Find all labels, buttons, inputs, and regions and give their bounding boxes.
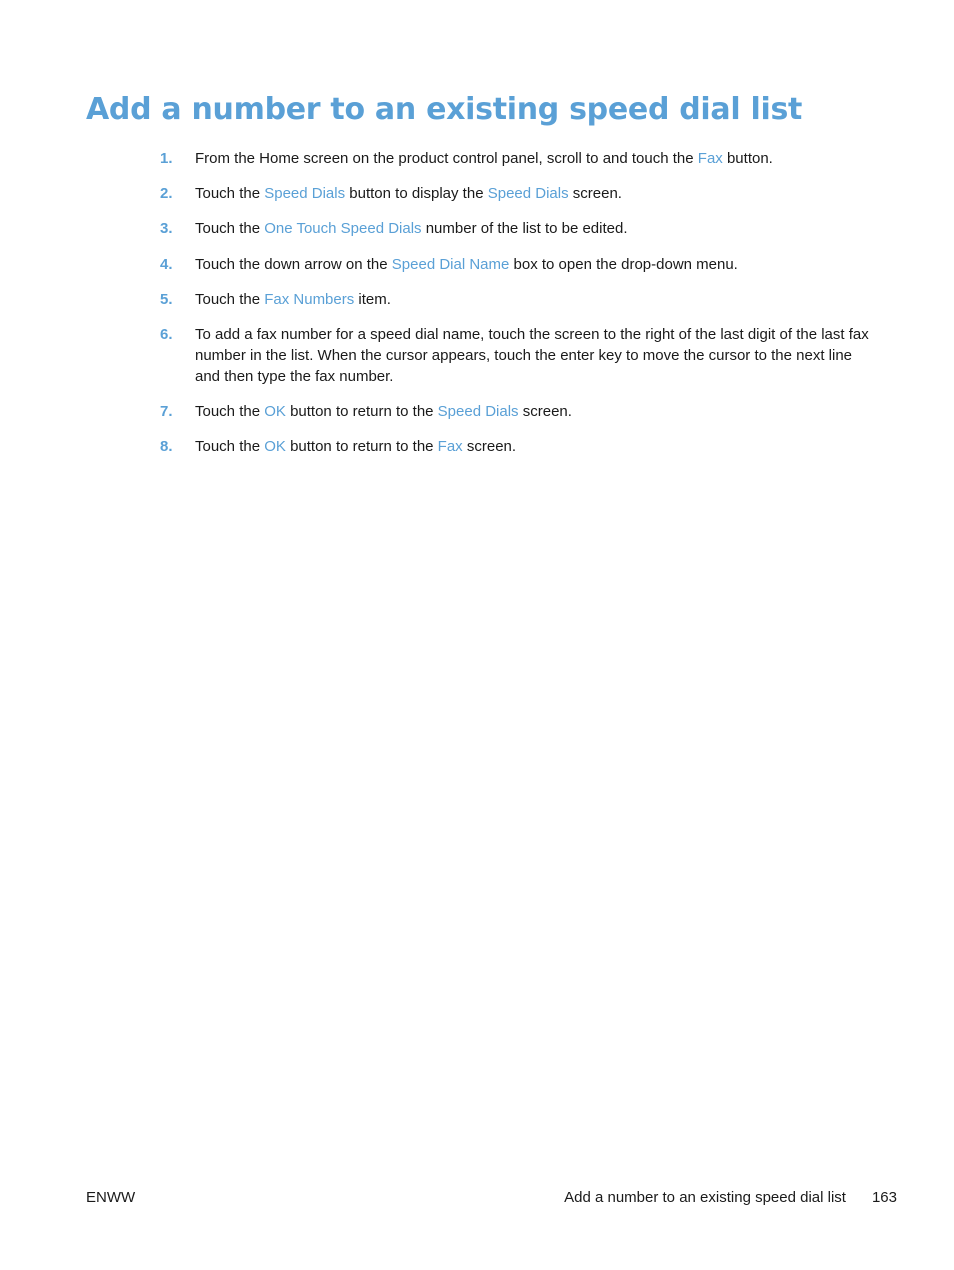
step-text bbox=[195, 401, 880, 422]
step-text-segment: screen. bbox=[518, 403, 572, 420]
step-item bbox=[160, 148, 880, 169]
step-text bbox=[195, 218, 880, 239]
step-number: 5. bbox=[160, 291, 173, 308]
step-item bbox=[160, 289, 880, 310]
ui-term: Speed Dials bbox=[487, 185, 569, 202]
step-text bbox=[195, 183, 880, 204]
footer-locale: ENWW bbox=[86, 1189, 136, 1206]
step-text-segment: button to return to the bbox=[285, 438, 438, 455]
step-text bbox=[195, 289, 880, 310]
step-number: 6. bbox=[160, 326, 173, 343]
step-item bbox=[160, 401, 880, 422]
ui-term: Speed Dials bbox=[437, 403, 519, 420]
step-text-segment: screen. bbox=[462, 438, 517, 455]
ui-term: Speed Dial Name bbox=[391, 256, 510, 273]
step-number: 2. bbox=[160, 185, 173, 202]
step-text-segment: Touch the bbox=[195, 403, 265, 420]
footer-section-title: Add a number to an existing speed dial list bbox=[564, 1189, 846, 1206]
step-text bbox=[195, 324, 880, 387]
ui-term: OK bbox=[264, 438, 286, 455]
step-text-segment: From the Home screen on the product control panel, scroll to and touch the bbox=[195, 150, 698, 167]
step-text-segment: screen. bbox=[568, 185, 622, 202]
ui-term: One Touch Speed Dials bbox=[264, 220, 422, 237]
step-text-segment: Touch the down arrow on the bbox=[195, 256, 392, 273]
step-text-segment: Touch the bbox=[195, 185, 265, 202]
step-item bbox=[160, 324, 880, 387]
step-number: 7. bbox=[160, 403, 173, 420]
footer-section bbox=[564, 1189, 897, 1206]
step-item bbox=[160, 183, 880, 204]
ui-term: Fax bbox=[437, 438, 463, 455]
ui-term: Fax bbox=[697, 150, 723, 167]
ui-term: Fax Numbers bbox=[264, 291, 355, 308]
page-title: Add a number to an existing speed dial list bbox=[86, 92, 803, 127]
step-text bbox=[195, 254, 880, 275]
step-text-segment: item. bbox=[354, 291, 391, 308]
step-text-segment: button to display the bbox=[345, 185, 488, 202]
step-text-segment: button to return to the bbox=[285, 403, 438, 420]
ui-term: Speed Dials bbox=[264, 185, 346, 202]
step-number: 8. bbox=[160, 438, 173, 455]
step-text-segment: number of the list to be edited. bbox=[421, 220, 628, 237]
step-item bbox=[160, 218, 880, 239]
step-text-segment: box to open the drop-down menu. bbox=[509, 256, 738, 273]
step-text-segment: To add a fax number for a speed dial name, touch the screen to the right of the last digit of the last fax number in the list. When the cursor appears, touch the enter key to move the cursor to the next line and then type the fax number. bbox=[195, 326, 869, 385]
step-text-segment: Touch the bbox=[195, 220, 265, 237]
step-text-segment: Touch the bbox=[195, 438, 265, 455]
page-number: 163 bbox=[871, 1189, 897, 1206]
step-item bbox=[160, 436, 880, 457]
step-text-segment: button. bbox=[722, 150, 773, 167]
ui-term: OK bbox=[264, 403, 286, 420]
step-text bbox=[195, 148, 880, 169]
step-item bbox=[160, 254, 880, 275]
step-number: 1. bbox=[160, 150, 173, 167]
step-text-segment: Touch the bbox=[195, 291, 265, 308]
step-text bbox=[195, 436, 880, 457]
step-number: 3. bbox=[160, 220, 173, 237]
step-number: 4. bbox=[160, 256, 173, 273]
